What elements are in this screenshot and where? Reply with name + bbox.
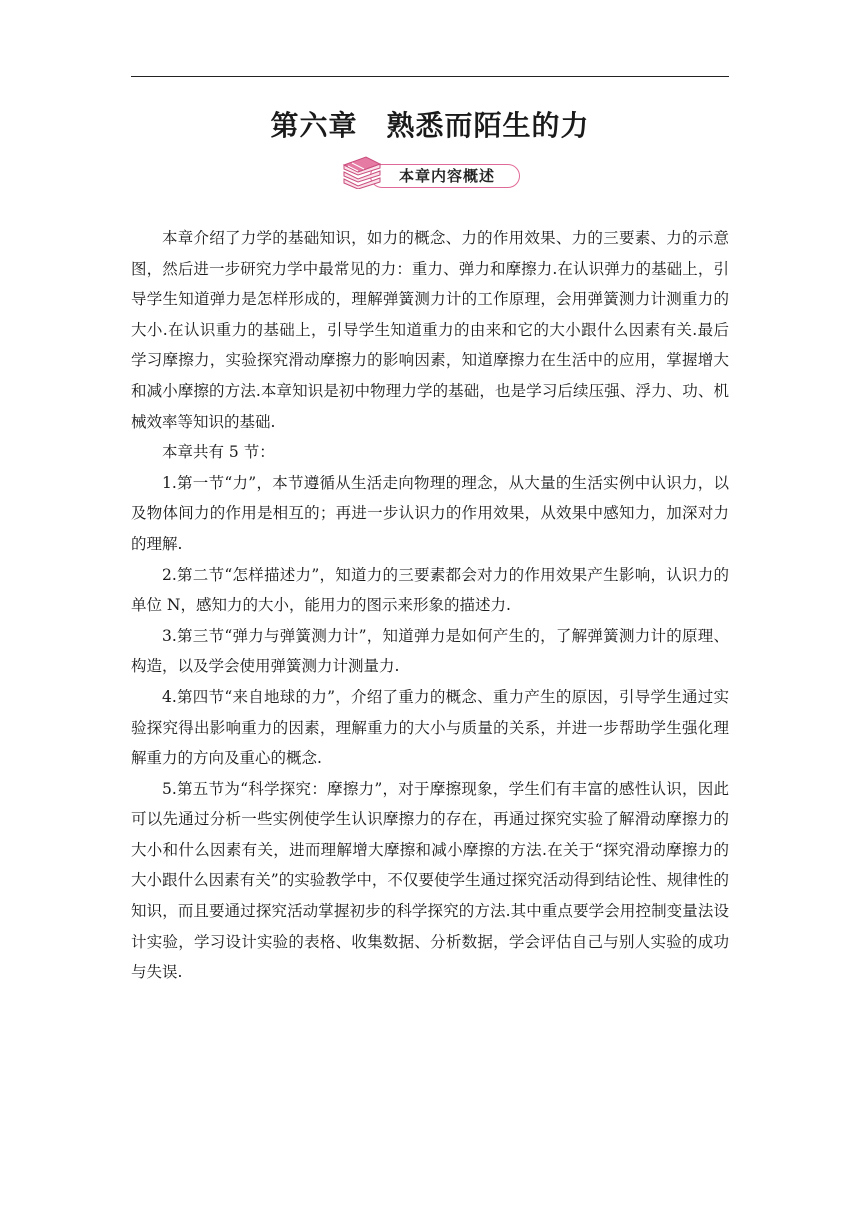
section-2-paragraph: 2.第二节“怎样描述力”，知道力的三要素都会对力的作用效果产生影响，认识力的单位 N，感知力的大小，能用力的图示来形象的描述力.	[131, 565, 729, 615]
stacked-books-icon	[340, 153, 384, 189]
header-rule	[131, 76, 729, 77]
chapter-overview-text	[131, 223, 729, 988]
section-3-paragraph: 3.第三节“弹力与弹簧测力计”，知道弹力是如何产生的，了解弹簧测力计的原理、构造，以及学会使用弹簧测力计测量力.	[131, 626, 729, 676]
overview-label: 本章内容概述	[398, 167, 495, 185]
section-4-paragraph: 4.第四节“来自地球的力”，介绍了重力的概念、重力产生的原因，引导学生通过实验探究得出影响重力的因素，理解重力的大小与质量的关系，并进一步帮助学生强化理解重力的方向及重心的概念.	[131, 687, 729, 768]
intro-paragraph: 本章介绍了力学的基础知识，如力的概念、力的作用效果、力的三要素、力的示意图，然后进一步研究力学中最常见的力：重力、弹力和摩擦力.在认识弹力的基础上，引导学生知道弹力是怎样形成的，理解弹簧测力计的工作原理，会用弹簧测力计测重力的大小.在认识重力的基础上，引导学生知道重力的由来和它的大小跟什么因素有关.最后学习摩擦力，实验探究滑动摩擦力的影响因素，知道摩擦力在生活中的应用，掌握增大和减小摩擦的方法.本章知识是初中物理力学的基础，也是学习后续压强、浮力、功、机械效率等知识的基础.	[131, 229, 729, 431]
chapter-overview-banner	[340, 153, 522, 189]
section-1-paragraph: 1.第一节“力”，本节遵循从生活走向物理的理念，从大量的生活实例中认识力，以及物体间力的作用是相互的；再进一步认识力的作用效果，从效果中感知力，加深对力的理解.	[131, 473, 729, 553]
chapter-title: 第六章 熟悉而陌生的力	[270, 109, 590, 142]
section-5-paragraph: 5.第五节为“科学探究：摩擦力”，对于摩擦现象，学生们有丰富的感性认识，因此可以先通过分析一些实例使学生认识摩擦力的存在，再通过探究实验了解滑动摩擦力的大小和什么因素有关，进而理解增大摩擦和减小摩擦的方法.在关于“探究滑动摩擦力的大小跟什么因素有关”的实验教学中，不仅要使学生通过探究活动得到结论性、规律性的知识，而且要通过探究活动掌握初步的科学探究的方法.其中重点要学会用控制变量法设计实验，学习设计实验的表格、收集数据、分析数据，学会评估自己与别人实验的成功与失误.	[131, 779, 729, 982]
section-count: 本章共有 5 节：	[162, 443, 275, 462]
